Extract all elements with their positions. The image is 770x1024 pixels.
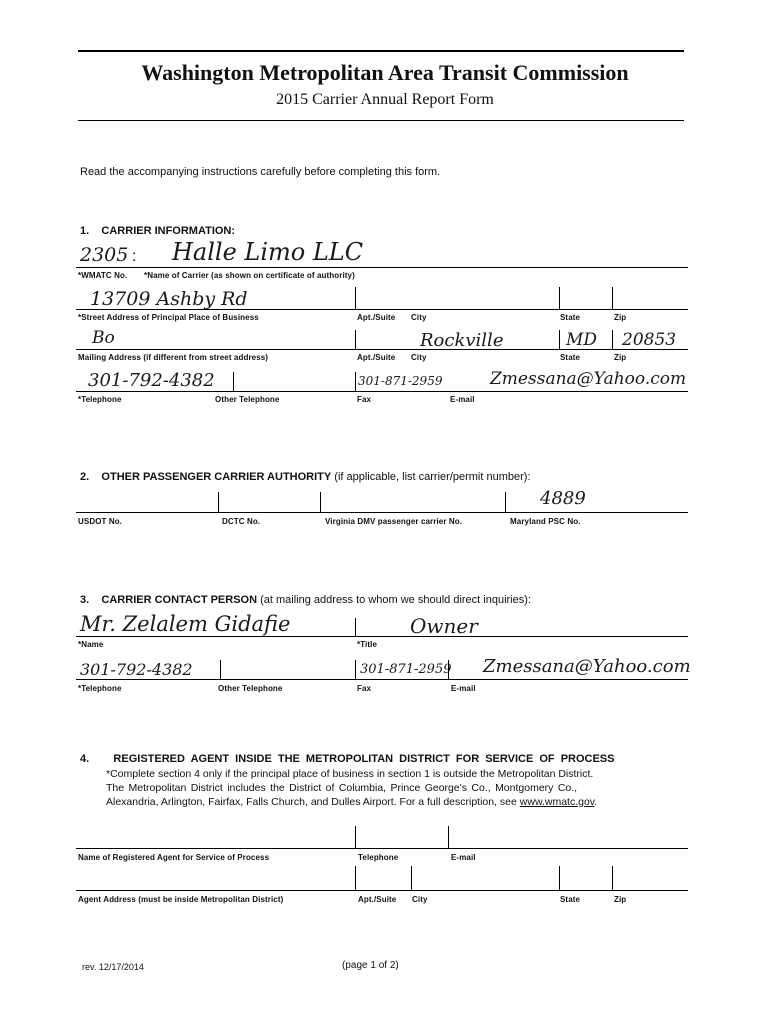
usdot-label: USDOT No. (78, 517, 123, 526)
revision-date: rev. 12/17/2014 (82, 962, 144, 972)
section4-line3-text: Alexandria, Arlington, Fairfax, Falls Church, and Dulles Airport. For a full description, see (106, 796, 520, 808)
section1-number: 1. (80, 225, 90, 237)
section3-heading (80, 594, 531, 606)
s4-row2-divider-3 (559, 866, 560, 890)
mailing-address-value[interactable]: Bo (92, 328, 115, 348)
street-address-value[interactable]: 13709 Ashby Rd (90, 288, 248, 310)
mailing-state-label: State (560, 353, 581, 362)
contact-telephone-value[interactable]: 301-792-4382 (80, 660, 193, 679)
email-value[interactable]: Zmessana@Yahoo.com (490, 369, 687, 389)
other-telephone-label: Other Telephone (215, 395, 280, 404)
s2-divider-1 (218, 492, 219, 512)
section2-number: 2. (80, 471, 90, 483)
s4-row2-line (76, 890, 688, 891)
row2-divider-3 (612, 287, 613, 309)
row3-divider-1 (355, 330, 356, 349)
carrier-name-value[interactable]: Halle Limo LLC (172, 238, 364, 266)
s3-row2-line (76, 679, 688, 680)
wmatc-link[interactable]: www.wmatc.gov (519, 796, 595, 808)
section2-title: OTHER PASSENGER CARRIER AUTHORITY (101, 471, 332, 483)
row2-divider-1 (355, 287, 356, 309)
section4-line3 (106, 796, 597, 810)
contact-other-telephone-label: Other Telephone (218, 684, 283, 693)
s4-row1-divider-2 (448, 826, 449, 848)
agent-city-label: City (412, 895, 428, 904)
section4-heading (80, 753, 614, 765)
agent-telephone-label: Telephone (358, 853, 399, 862)
fax-value[interactable]: 301-871-2959 (358, 374, 443, 388)
row3-line (76, 349, 688, 350)
street-address-label: *Street Address of Principal Place of Business (78, 313, 259, 322)
header-top-rule (78, 50, 684, 52)
telephone-value[interactable]: 301-792-4382 (88, 370, 215, 391)
section4-title: REGISTERED AGENT INSIDE THE METROPOLITAN DISTRICT FOR SERVICE OF PROCESS (113, 753, 615, 765)
contact-fax-value[interactable]: 301-871-2959 (360, 662, 452, 677)
email-label: E-mail (450, 395, 475, 404)
mailing-city-value[interactable]: Rockville (420, 330, 504, 351)
s3-row2-divider-2 (355, 660, 356, 679)
agent-email-label: E-mail (451, 853, 476, 862)
mailing-zip-value[interactable]: 20853 (622, 330, 677, 350)
fax-label: Fax (357, 395, 372, 404)
city-label: City (411, 313, 427, 322)
contact-fax-label: Fax (357, 684, 372, 693)
agent-name-label: Name of Registered Agent for Service of Process (78, 853, 270, 862)
agent-address-label: Agent Address (must be inside Metropolitan District) (78, 895, 284, 904)
contact-name-label: *Name (78, 640, 104, 649)
mailing-state-value[interactable]: MD (566, 330, 598, 350)
row3-divider-2 (559, 330, 560, 349)
row4-line (76, 391, 688, 392)
contact-title-label: *Title (357, 640, 378, 649)
dctc-label: DCTC No. (222, 517, 261, 526)
s3-row2-divider-1 (220, 660, 221, 679)
mailing-zip-label: Zip (614, 353, 627, 362)
separator-colon: : (132, 248, 137, 265)
telephone-label: *Telephone (78, 395, 122, 404)
contact-title-value[interactable]: Owner (410, 614, 478, 638)
section3-note: (at mailing address to whom we should direct inquiries): (260, 594, 531, 606)
s3-row1-divider (355, 618, 356, 636)
wmatc-no-label: *WMATC No. (78, 271, 128, 280)
state-label: State (560, 313, 581, 322)
section4-line2: The Metropolitan District includes the District of Columbia, Prince George's Co., Montgomery Co., (106, 782, 578, 794)
page-number: (page 1 of 2) (342, 960, 399, 971)
virginia-label: Virginia DMV passenger carrier No. (325, 517, 463, 526)
contact-email-value[interactable]: Zmessana@Yahoo.com (483, 656, 691, 677)
section4-number: 4. (80, 753, 90, 765)
s2-divider-2 (320, 492, 321, 512)
contact-name-value[interactable]: Mr. Zelalem Gidafie (80, 612, 291, 636)
form-title: Washington Metropolitan Area Transit Commission (141, 60, 629, 85)
section1-title: CARRIER INFORMATION: (101, 225, 236, 237)
mailing-address-label: Mailing Address (if different from street address) (78, 353, 269, 362)
section4-line1: *Complete section 4 only if the principal place of business in section 1 is outside the Metropolitan District. (106, 768, 594, 780)
row2-line (76, 309, 688, 310)
s3-row2-divider-3 (448, 660, 449, 679)
s2-divider-3 (505, 492, 506, 512)
section2-heading (80, 471, 531, 483)
intro-text: Read the accompanying instructions carefully before completing this form. (80, 166, 441, 178)
section2-note: (if applicable, list carrier/permit number): (334, 471, 531, 483)
s4-row1-divider-1 (355, 826, 356, 848)
agent-state-label: State (560, 895, 581, 904)
mailing-city-label: City (411, 353, 427, 362)
s4-row1-line (76, 848, 688, 849)
s3-row1-line (76, 636, 688, 637)
header-bottom-rule (78, 120, 684, 121)
form-subtitle: 2015 Carrier Annual Report Form (276, 91, 494, 108)
wmatc-no-value[interactable]: 2305 (80, 244, 129, 266)
row4-divider-2 (355, 372, 356, 391)
section1-heading (80, 225, 235, 237)
row2-divider-2 (559, 287, 560, 309)
carrier-name-label: *Name of Carrier (as shown on certificate of authority) (144, 271, 355, 280)
contact-email-label: E-mail (451, 684, 476, 693)
section3-number: 3. (80, 594, 90, 606)
contact-telephone-label: *Telephone (78, 684, 122, 693)
row4-divider-1 (233, 372, 234, 391)
s2-line (76, 512, 688, 513)
section3-title: CARRIER CONTACT PERSON (101, 594, 258, 606)
row3-divider-3 (612, 330, 613, 349)
s4-row2-divider-4 (612, 866, 613, 890)
agent-apt-suite-label: Apt./Suite (358, 895, 397, 904)
s4-row2-divider-1 (355, 866, 356, 890)
maryland-label: Maryland PSC No. (510, 517, 581, 526)
apt-suite-label: Apt./Suite (357, 313, 396, 322)
s4-row2-divider-2 (411, 866, 412, 890)
row1-line (76, 267, 688, 268)
zip-label: Zip (614, 313, 627, 322)
agent-zip-label: Zip (614, 895, 627, 904)
section4-line3-end: . (594, 796, 598, 808)
mailing-apt-suite-label: Apt./Suite (357, 353, 396, 362)
maryland-psc-value[interactable]: 4889 (540, 488, 586, 509)
